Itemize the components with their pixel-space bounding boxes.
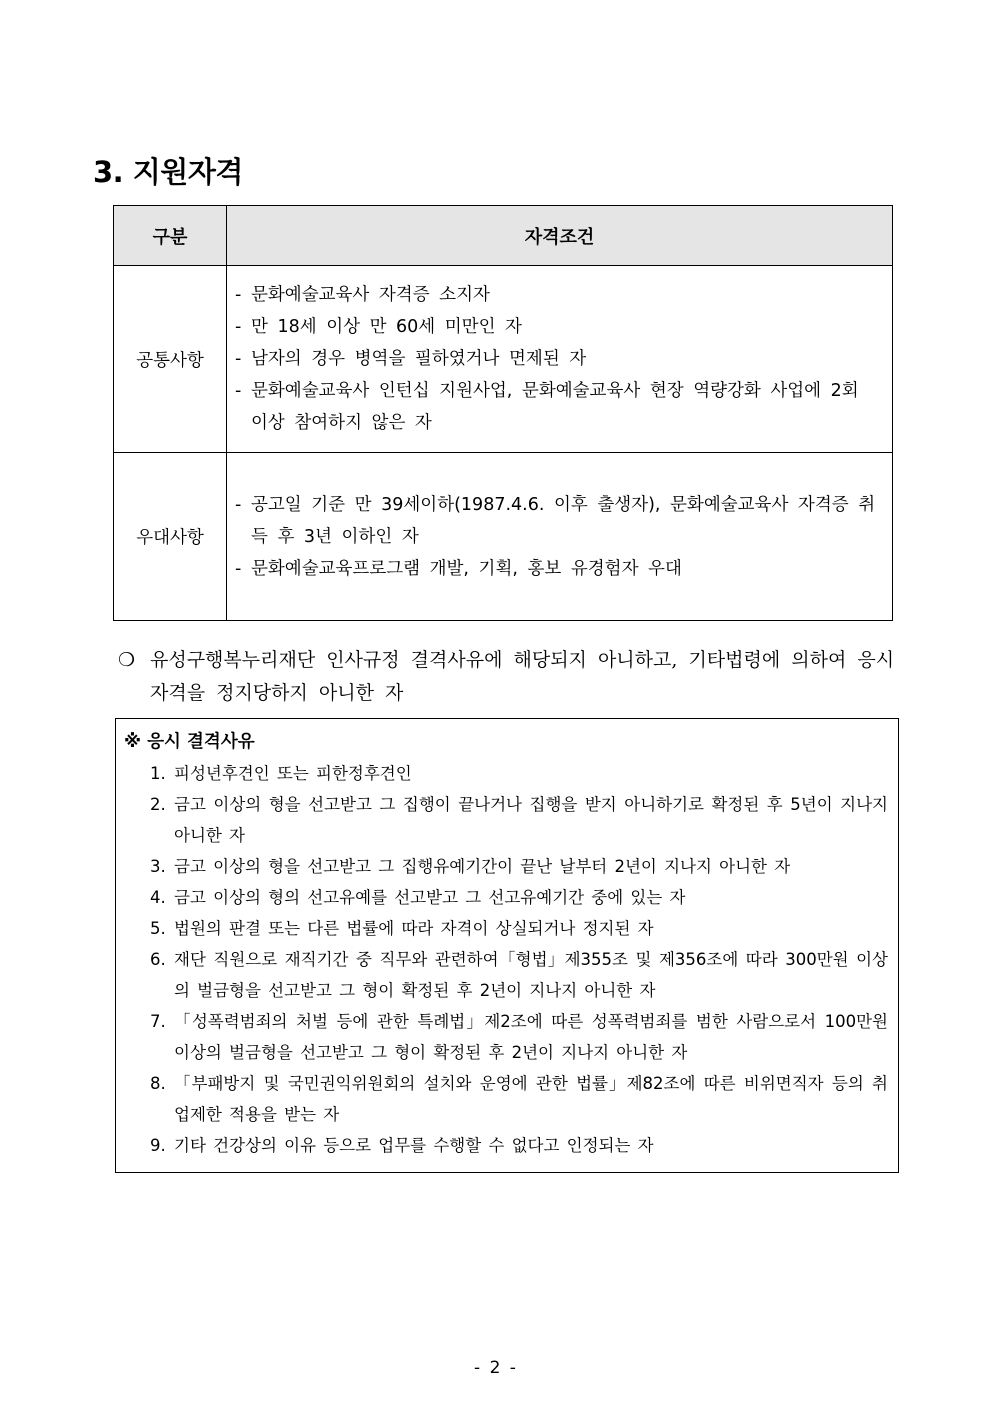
condition-item: - 문화예술교육프로그램 개발, 기획, 홍보 유경험자 우대 [235, 553, 882, 585]
list-item: 7. 「성폭력범죄의 처벌 등에 관한 특례법」제2조에 따른 성폭력범죄를 범한 사람으로서 100만원 이상의 벌금형을 선고받고 그 형이 확정된 후 2년이 지나지 아니한 자 [150, 1012, 888, 1062]
disqualification-title: ※ 응시 결격사유 [124, 732, 255, 752]
list-item: 2. 금고 이상의 형을 선고받고 그 집행이 끝나거나 집행을 받지 아니하기로 확정된 후 5년이 지나지 아니한 자 [150, 795, 888, 845]
row-conditions-preferred [227, 453, 893, 621]
list-item: 6. 재단 직원으로 재직기간 중 직무와 관련하여「형법」제355조 및 제356조에 따라 300만원 이상의 벌금형을 선고받고 그 형이 확정된 후 2년이 지나지 아니한 자 [150, 950, 888, 1000]
list-item: 8. 「부패방지 및 국민권익위원회의 설치와 운영에 관한 법률」제82조에 따른 비위면직자 등의 취업제한 적용을 받는 자 [150, 1074, 888, 1124]
condition-item: - 남자의 경우 병역을 필하였거나 면제된 자 [235, 343, 882, 375]
qualification-table [113, 205, 893, 621]
disqualification-box [115, 718, 899, 1173]
table-row-common [114, 266, 893, 453]
circle-bullet-icon: ❍ [118, 649, 136, 671]
row-label-preferred: 우대사항 [114, 453, 227, 621]
condition-item: - 만 18세 이상 만 60세 미만인 자 [235, 311, 882, 343]
header-category: 구분 [114, 206, 227, 266]
eligibility-note-text: 유성구행복누리재단 인사규정 결격사유에 해당되지 아니하고, 기타법령에 의하여 응시자격을 정지당하지 아니한 자 [150, 649, 895, 704]
header-conditions: 자격조건 [227, 206, 893, 266]
list-item: 1. 피성년후견인 또는 피한정후견인 [150, 764, 412, 783]
page-number: - 2 - [474, 1358, 518, 1378]
row-conditions-common [227, 266, 893, 453]
list-item: 3. 금고 이상의 형을 선고받고 그 집행유예기간이 끝난 날부터 2년이 지나지 아니한 자 [150, 857, 791, 876]
list-item: 4. 금고 이상의 형의 선고유예를 선고받고 그 선고유예기간 중에 있는 자 [150, 888, 686, 907]
condition-item: - 문화예술교육사 자격증 소지자 [235, 279, 882, 311]
condition-item: - 공고일 기준 만 39세이하(1987.4.6. 이후 출생자), 문화예술교육사 자격증 취득 후 3년 이하인 자 [235, 489, 882, 553]
row-label-common: 공통사항 [114, 266, 227, 453]
section-heading: 3. 지원자격 [93, 155, 243, 189]
eligibility-note [118, 644, 898, 710]
list-item: 5. 법원의 판결 또는 다른 법률에 따라 자격이 상실되거나 정지된 자 [150, 919, 654, 938]
condition-item: - 문화예술교육사 인턴십 지원사업, 문화예술교육사 현장 역량강화 사업에 2회 이상 참여하지 않은 자 [235, 375, 882, 439]
disqualification-list [124, 758, 888, 1161]
table-row-preferred [114, 453, 893, 621]
table-header-row [114, 206, 893, 266]
list-item: 9. 기타 건강상의 이유 등으로 업무를 수행할 수 없다고 인정되는 자 [150, 1136, 654, 1155]
